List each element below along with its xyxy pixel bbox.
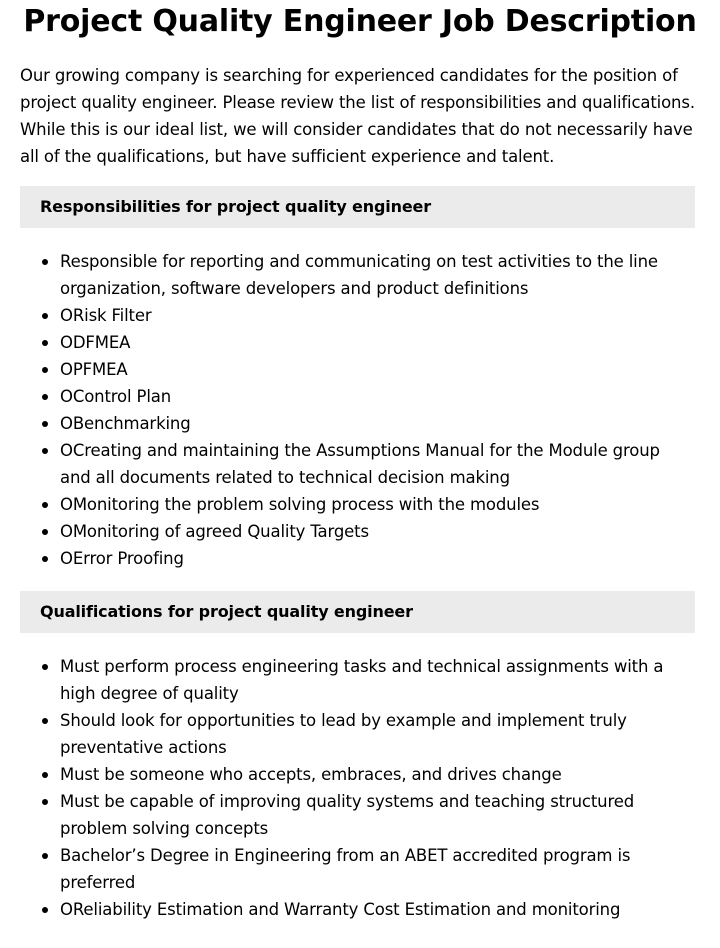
list-item	[20, 329, 690, 356]
bullet-icon	[42, 259, 48, 265]
bullet-icon	[42, 853, 48, 859]
list-item	[20, 653, 690, 707]
bullet-icon	[42, 556, 48, 562]
list-item-text: OMonitoring of agreed Quality Targets	[60, 522, 369, 541]
bullet-icon	[42, 664, 48, 670]
list-item	[20, 707, 690, 761]
list-item	[20, 545, 690, 572]
bullet-icon	[42, 529, 48, 535]
responsibilities-list	[20, 248, 690, 572]
list-item	[20, 248, 690, 302]
bullet-icon	[42, 799, 48, 805]
list-item	[20, 761, 690, 788]
list-item-text: Must be someone who accepts, embraces, and drives change	[60, 765, 562, 784]
page-title: Project Quality Engineer Job Description	[23, 4, 697, 39]
list-item-text: Responsible for reporting and communicating on test activities to the line organization, software developers and product definitions	[60, 252, 658, 298]
intro-paragraph: Our growing company is searching for experienced candidates for the position of project quality engineer. Please review the list of responsibilities and qualifications. While this is our ideal list, we will consider candidates that do not necessarily have all of the qualifications, but have sufficient experience and talent.	[20, 66, 695, 166]
bullet-icon	[42, 340, 48, 346]
list-item-text: OReliability Estimation and Warranty Cost Estimation and monitoring	[60, 900, 621, 919]
bullet-icon	[42, 367, 48, 373]
list-item	[20, 410, 690, 437]
qualifications-heading: Qualifications for project quality engineer	[20, 591, 695, 633]
list-item	[20, 491, 690, 518]
bullet-icon	[42, 772, 48, 778]
bullet-icon	[42, 394, 48, 400]
list-item	[20, 302, 690, 329]
bullet-icon	[42, 502, 48, 508]
responsibilities-heading: Responsibilities for project quality engineer	[20, 186, 695, 228]
list-item	[20, 518, 690, 545]
list-item	[20, 437, 690, 491]
list-item	[20, 788, 690, 842]
list-item-text: OBenchmarking	[60, 414, 191, 433]
list-item-text: Must be capable of improving quality systems and teaching structured problem solving concepts	[60, 792, 635, 838]
list-item	[20, 383, 690, 410]
list-item-text: OMonitoring the problem solving process with the modules	[60, 495, 540, 514]
list-item-text: OCreating and maintaining the Assumptions Manual for the Module group and all documents related to technical decision making	[60, 441, 660, 487]
list-item-text: Should look for opportunities to lead by example and implement truly preventative actions	[60, 711, 627, 757]
list-item-text: Bachelor’s Degree in Engineering from an ABET accredited program is preferred	[60, 846, 631, 892]
bullet-icon	[42, 718, 48, 724]
qualifications-list	[20, 653, 690, 923]
list-item-text: OError Proofing	[60, 549, 184, 568]
list-item-text: ORisk Filter	[60, 306, 152, 325]
list-item-text: OControl Plan	[60, 387, 172, 406]
bullet-icon	[42, 448, 48, 454]
bullet-icon	[42, 313, 48, 319]
list-item-text: ODFMEA	[60, 333, 131, 352]
list-item	[20, 896, 690, 923]
list-item-text: Must perform process engineering tasks and technical assignments with a high degree of quality	[60, 657, 664, 703]
list-item	[20, 842, 690, 896]
bullet-icon	[42, 421, 48, 427]
list-item	[20, 356, 690, 383]
bullet-icon	[42, 907, 48, 913]
list-item-text: OPFMEA	[60, 360, 128, 379]
